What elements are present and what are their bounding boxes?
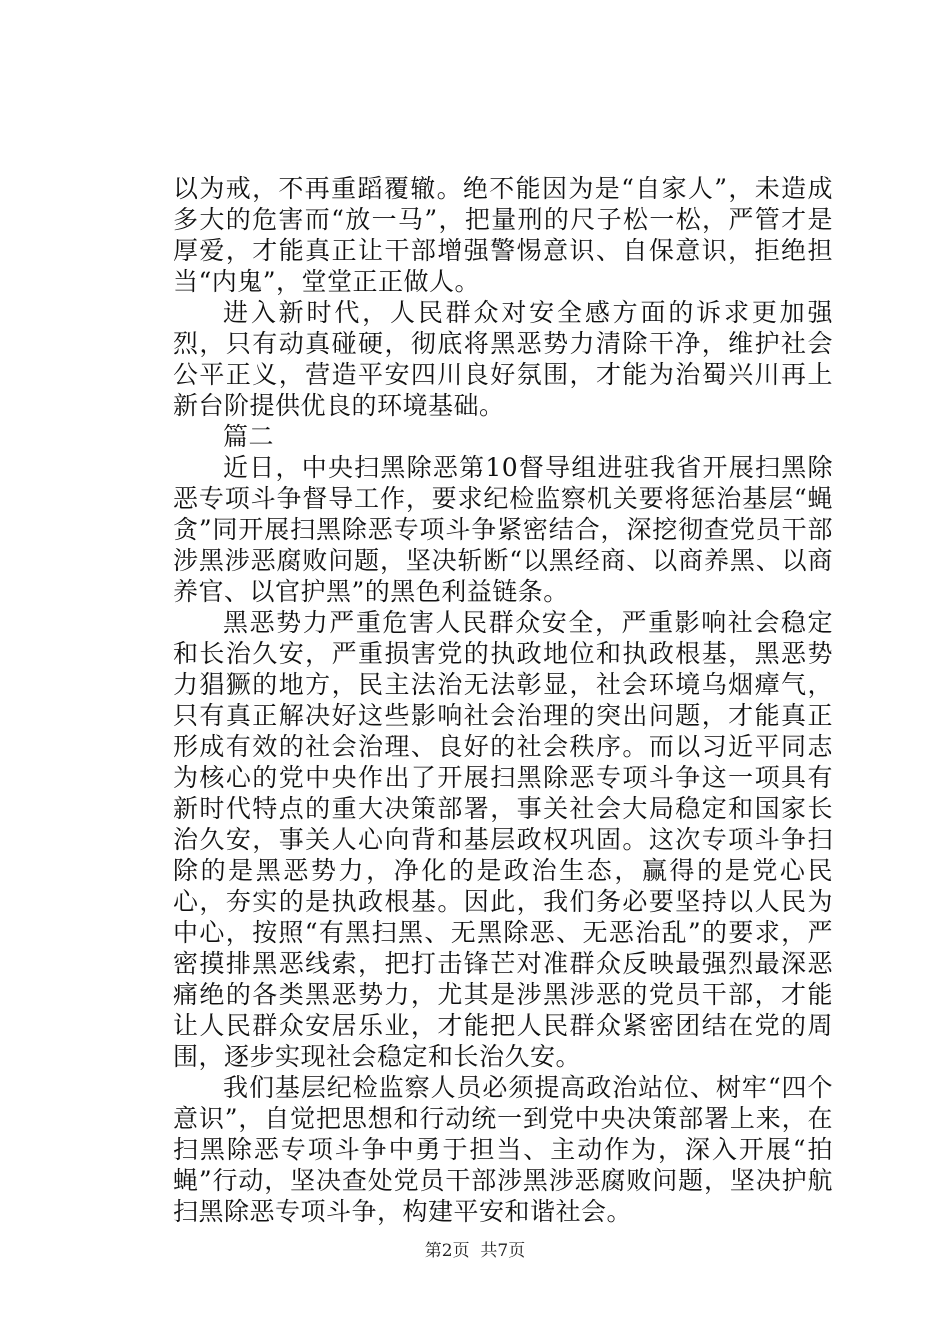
paragraph-inspection: 近日，中央扫黑除恶第10督导组进驻我省开展扫黑除恶专项斗争督导工作，要求纪检监察机关要将惩治基层“蝇贪”同开展扫黑除恶专项斗争紧密结合，深挖彻查党员干部涉黑涉恶腐败问题，坚决斩断“以黑经商、以商养黑、以商养官、以官护黑”的黑色利益链条。 — [173, 453, 833, 606]
section-heading: 篇二 — [223, 422, 275, 451]
page-footer — [0, 1240, 950, 1262]
paragraph-continuation: 以为戒，不再重蹈覆辙。绝不能因为是“自家人”，未造成多大的危害而“放一马”，把量刑的尺子松一松，严管才是厚爱，才能真正让干部增强警惕意识、自保意识，拒绝担当“内鬼”，堂堂正正做人。 — [173, 174, 833, 296]
paragraph-grassroots: 我们基层纪检监察人员必须提高政治站位、树牢“四个意识”，自觉把思想和行动统一到党中央决策部署上来，在扫黑除恶专项斗争中勇于担当、主动作为，深入开展“拍蝇”行动，坚决查处党员干部涉黑涉恶腐败问题，坚决护航扫黑除恶专项斗争，构建平安和谐社会。 — [173, 1073, 833, 1226]
paragraph-new-era: 进入新时代，人民群众对安全感方面的诉求更加强烈，只有动真碰硬，彻底将黑恶势力清除干净，维护社会公平正义，营造平安四川良好氛围，才能为治蜀兴川再上新台阶提供优良的环境基础。 — [173, 298, 833, 420]
page-number: 第2页 共7页 — [424, 1241, 526, 1261]
document-body — [173, 173, 833, 1227]
paragraph-harm: 黑恶势力严重危害人民群众安全，严重影响社会稳定和长治久安，严重损害党的执政地位和执政根基，黑恶势力猖獗的地方，民主法治无法彰显，社会环境乌烟瘴气，只有真正解决好这些影响社会治理的突出问题，才能真正形成有效的社会治理、良好的社会秩序。而以习近平同志为核心的党中央作出了开展扫黑除恶专项斗争这一项具有新时代特点的重大决策部署，事关社会大局稳定和国家长治久安，事关人心向背和基层政权巩固。这次专项斗争扫除的是黑恶势力，净化的是政治生态，赢得的是党心民心，夯实的是执政根基。因此，我们务必要坚持以人民为中心，按照“有黑扫黑、无黑除恶、无恶治乱”的要求，严密摸排黑恶线索，把打击锋芒对准群众反映最强烈最深恶痛绝的各类黑恶势力，尤其是涉黑涉恶的党员干部，才能让人民群众安居乐业，才能把人民群众紧密团结在党的周围，逐步实现社会稳定和长治久安。 — [173, 608, 833, 1071]
